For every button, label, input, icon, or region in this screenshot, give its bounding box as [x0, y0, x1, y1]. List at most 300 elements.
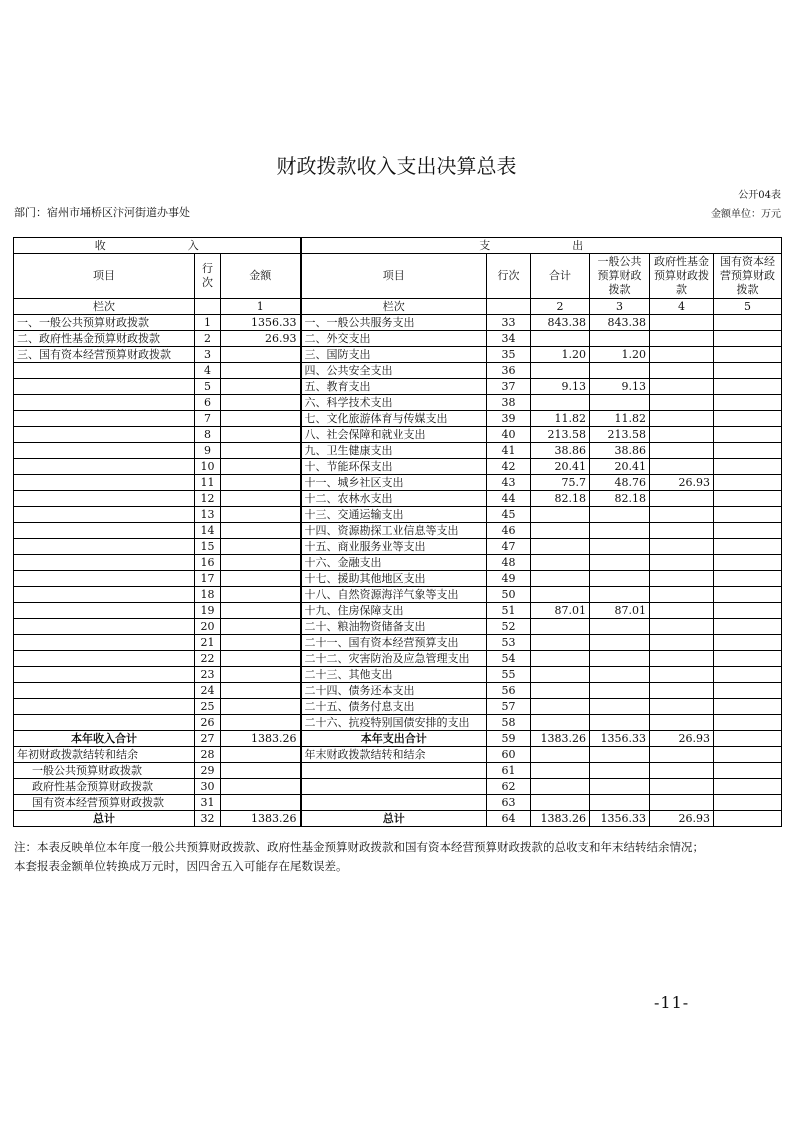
cell-general — [590, 587, 650, 603]
cell-ex-no: 56 — [487, 683, 531, 699]
table-row — [14, 779, 782, 795]
cell-in-item: 一般公共预算财政拨款 — [14, 763, 195, 779]
cell-ex-item: 总计 — [301, 811, 487, 827]
table-row — [14, 507, 782, 523]
cell-soe — [714, 603, 782, 619]
table-row — [14, 331, 782, 347]
income-row-no-header: 行次 — [195, 254, 221, 299]
cell-soe — [714, 507, 782, 523]
fund-budget-header: 政府性基金预算财政拨款 — [650, 254, 714, 299]
cell-ex-item: 本年支出合计 — [301, 731, 487, 747]
cell-general: 213.58 — [590, 427, 650, 443]
cell-general — [590, 699, 650, 715]
cell-in-no: 30 — [195, 779, 221, 795]
cell-fund — [650, 411, 714, 427]
cell-in-item — [14, 587, 195, 603]
soe-budget-header: 国有资本经营预算财政拨款 — [714, 254, 782, 299]
table-row — [14, 619, 782, 635]
cell-soe — [714, 571, 782, 587]
cell-ex-no: 46 — [487, 523, 531, 539]
cell-soe — [714, 667, 782, 683]
cell-fund — [650, 443, 714, 459]
cell-total: 38.86 — [531, 443, 590, 459]
cell-soe — [714, 315, 782, 331]
table-row — [14, 555, 782, 571]
cell-ex-no: 33 — [487, 315, 531, 331]
cell-soe — [714, 539, 782, 555]
cell-in-amt — [221, 587, 301, 603]
cell-ex-item — [301, 763, 487, 779]
table-row — [14, 635, 782, 651]
cell-total — [531, 651, 590, 667]
footnote — [14, 838, 784, 876]
cell-ex-item: 十五、商业服务业等支出 — [301, 539, 487, 555]
cell-ex-no: 59 — [487, 731, 531, 747]
cell-in-item — [14, 571, 195, 587]
cell-general — [590, 507, 650, 523]
cell-fund — [650, 763, 714, 779]
cell-general — [590, 635, 650, 651]
table-row — [14, 571, 782, 587]
cell-in-no: 19 — [195, 603, 221, 619]
income-lanci-label: 栏次 — [14, 299, 195, 315]
cell-total — [531, 539, 590, 555]
cell-fund — [650, 347, 714, 363]
cell-in-item — [14, 699, 195, 715]
cell-total — [531, 795, 590, 811]
expense-lanci-label: 栏次 — [301, 299, 487, 315]
cell-ex-no: 57 — [487, 699, 531, 715]
cell-ex-no: 41 — [487, 443, 531, 459]
cell-in-item — [14, 555, 195, 571]
form-code: 公开04表 — [738, 190, 781, 201]
cell-general — [590, 523, 650, 539]
cell-in-item — [14, 363, 195, 379]
cell-ex-item: 十二、农林水支出 — [301, 491, 487, 507]
cell-soe — [714, 811, 782, 827]
cell-in-no: 1 — [195, 315, 221, 331]
cell-ex-item: 十、节能环保支出 — [301, 459, 487, 475]
cell-in-item — [14, 475, 195, 491]
cell-in-no: 22 — [195, 651, 221, 667]
cell-ex-item: 十三、交通运输支出 — [301, 507, 487, 523]
cell-in-item — [14, 619, 195, 635]
cell-soe — [714, 331, 782, 347]
cell-ex-no: 63 — [487, 795, 531, 811]
cell-in-no: 7 — [195, 411, 221, 427]
cell-ex-item: 二十二、灾害防治及应急管理支出 — [301, 651, 487, 667]
cell-total — [531, 779, 590, 795]
cell-soe — [714, 379, 782, 395]
cell-ex-item: 二十五、债务付息支出 — [301, 699, 487, 715]
cell-fund — [650, 715, 714, 731]
cell-fund — [650, 587, 714, 603]
cell-ex-no: 58 — [487, 715, 531, 731]
cell-in-no: 8 — [195, 427, 221, 443]
cell-in-no: 25 — [195, 699, 221, 715]
cell-in-no: 24 — [195, 683, 221, 699]
general-budget-header: 一般公共预算财政拨款 — [590, 254, 650, 299]
cell-ex-item: 十四、资源勘探工业信息等支出 — [301, 523, 487, 539]
col-2-label: 2 — [531, 299, 590, 315]
cell-ex-no: 62 — [487, 779, 531, 795]
cell-soe — [714, 683, 782, 699]
cell-in-amt — [221, 683, 301, 699]
cell-soe — [714, 699, 782, 715]
cell-ex-no: 43 — [487, 475, 531, 491]
cell-in-no: 12 — [195, 491, 221, 507]
cell-in-amt — [221, 379, 301, 395]
cell-total: 82.18 — [531, 491, 590, 507]
page-title: 财政拨款收入支出决算总表 — [276, 154, 517, 178]
table-row — [14, 699, 782, 715]
cell-fund — [650, 427, 714, 443]
cell-fund — [650, 651, 714, 667]
col-1-label: 1 — [221, 299, 301, 315]
table-row — [14, 651, 782, 667]
cell-general — [590, 667, 650, 683]
cell-fund: 26.93 — [650, 731, 714, 747]
cell-in-no: 18 — [195, 587, 221, 603]
cell-ex-no: 47 — [487, 539, 531, 555]
cell-general: 843.38 — [590, 315, 650, 331]
cell-general — [590, 779, 650, 795]
cell-fund — [650, 571, 714, 587]
cell-ex-item: 八、社会保障和就业支出 — [301, 427, 487, 443]
cell-ex-no: 36 — [487, 363, 531, 379]
cell-ex-no: 37 — [487, 379, 531, 395]
cell-ex-item: 九、卫生健康支出 — [301, 443, 487, 459]
cell-total: 9.13 — [531, 379, 590, 395]
cell-total — [531, 635, 590, 651]
cell-in-item — [14, 379, 195, 395]
cell-in-item — [14, 539, 195, 555]
cell-soe — [714, 619, 782, 635]
table-row — [14, 315, 782, 331]
cell-ex-no: 61 — [487, 763, 531, 779]
cell-soe — [714, 523, 782, 539]
cell-in-item: 年初财政拨款结转和结余 — [14, 747, 195, 763]
cell-fund — [650, 507, 714, 523]
col-4-label: 4 — [650, 299, 714, 315]
cell-ex-item: 十六、金融支出 — [301, 555, 487, 571]
cell-fund — [650, 667, 714, 683]
cell-general: 1.20 — [590, 347, 650, 363]
cell-in-amt — [221, 443, 301, 459]
cell-ex-no: 53 — [487, 635, 531, 651]
cell-total — [531, 331, 590, 347]
cell-fund — [650, 795, 714, 811]
cell-in-item: 二、政府性基金预算财政拨款 — [14, 331, 195, 347]
income-item-header: 项目 — [14, 254, 195, 299]
cell-general: 20.41 — [590, 459, 650, 475]
cell-fund — [650, 395, 714, 411]
cell-ex-no: 45 — [487, 507, 531, 523]
cell-ex-item: 十八、自然资源海洋气象等支出 — [301, 587, 487, 603]
cell-total: 843.38 — [531, 315, 590, 331]
fiscal-summary-table — [13, 237, 782, 827]
cell-fund — [650, 331, 714, 347]
cell-soe — [714, 779, 782, 795]
cell-in-no: 11 — [195, 475, 221, 491]
expense-total-header: 合计 — [531, 254, 590, 299]
cell-soe — [714, 651, 782, 667]
cell-ex-item: 二、外交支出 — [301, 331, 487, 347]
cell-in-item — [14, 715, 195, 731]
cell-in-no: 6 — [195, 395, 221, 411]
cell-ex-no: 38 — [487, 395, 531, 411]
cell-in-no: 3 — [195, 347, 221, 363]
table-row — [14, 523, 782, 539]
cell-in-item — [14, 683, 195, 699]
cell-in-no: 31 — [195, 795, 221, 811]
cell-in-amt — [221, 507, 301, 523]
cell-ex-item: 十一、城乡社区支出 — [301, 475, 487, 491]
cell-ex-item: 二十、粮油物资储备支出 — [301, 619, 487, 635]
table-row — [14, 587, 782, 603]
cell-ex-no: 39 — [487, 411, 531, 427]
cell-in-no: 2 — [195, 331, 221, 347]
cell-fund — [650, 635, 714, 651]
cell-total: 87.01 — [531, 603, 590, 619]
cell-fund — [650, 555, 714, 571]
cell-in-amt — [221, 555, 301, 571]
cell-ex-item: 七、文化旅游体育与传媒支出 — [301, 411, 487, 427]
cell-in-item — [14, 411, 195, 427]
cell-ex-no: 44 — [487, 491, 531, 507]
cell-soe — [714, 795, 782, 811]
income-amount-header: 金额 — [221, 254, 301, 299]
cell-in-no: 17 — [195, 571, 221, 587]
cell-ex-item — [301, 795, 487, 811]
cell-general — [590, 331, 650, 347]
cell-general — [590, 539, 650, 555]
table-row — [14, 683, 782, 699]
table-row — [14, 411, 782, 427]
table-row — [14, 459, 782, 475]
cell-in-amt — [221, 427, 301, 443]
cell-in-no: 21 — [195, 635, 221, 651]
cell-in-item — [14, 491, 195, 507]
cell-in-item — [14, 427, 195, 443]
cell-in-no: 16 — [195, 555, 221, 571]
cell-fund — [650, 363, 714, 379]
cell-general — [590, 571, 650, 587]
table-row — [14, 475, 782, 491]
cell-soe — [714, 443, 782, 459]
cell-in-item: 一、一般公共预算财政拨款 — [14, 315, 195, 331]
cell-fund — [650, 683, 714, 699]
cell-soe — [714, 635, 782, 651]
income-section-header: 收 入 — [14, 238, 301, 254]
cell-ex-no: 52 — [487, 619, 531, 635]
expense-row-no-header: 行次 — [487, 254, 531, 299]
table-row — [14, 539, 782, 555]
cell-in-item — [14, 667, 195, 683]
cell-total: 1383.26 — [531, 731, 590, 747]
table-row — [14, 491, 782, 507]
cell-in-no: 20 — [195, 619, 221, 635]
cell-in-amt — [221, 347, 301, 363]
cell-ex-no: 49 — [487, 571, 531, 587]
cell-soe — [714, 731, 782, 747]
cell-total — [531, 619, 590, 635]
cell-general: 82.18 — [590, 491, 650, 507]
table-row — [14, 763, 782, 779]
cell-ex-no: 55 — [487, 667, 531, 683]
cell-in-item: 本年收入合计 — [14, 731, 195, 747]
cell-soe — [714, 715, 782, 731]
cell-soe — [714, 347, 782, 363]
cell-general: 48.76 — [590, 475, 650, 491]
cell-general: 1356.33 — [590, 811, 650, 827]
cell-in-amt — [221, 459, 301, 475]
cell-in-item: 国有资本经营预算财政拨款 — [14, 795, 195, 811]
table-row — [14, 603, 782, 619]
cell-total — [531, 395, 590, 411]
cell-ex-item: 三、国防支出 — [301, 347, 487, 363]
cell-in-amt — [221, 571, 301, 587]
cell-fund — [650, 699, 714, 715]
cell-general: 38.86 — [590, 443, 650, 459]
cell-ex-no: 54 — [487, 651, 531, 667]
cell-ex-no: 34 — [487, 331, 531, 347]
cell-total: 11.82 — [531, 411, 590, 427]
cell-soe — [714, 459, 782, 475]
table-row — [14, 667, 782, 683]
cell-total — [531, 763, 590, 779]
cell-general: 9.13 — [590, 379, 650, 395]
cell-fund: 26.93 — [650, 475, 714, 491]
cell-ex-item: 二十四、债务还本支出 — [301, 683, 487, 699]
cell-in-no: 23 — [195, 667, 221, 683]
cell-ex-no: 42 — [487, 459, 531, 475]
cell-in-item — [14, 507, 195, 523]
cell-fund — [650, 491, 714, 507]
cell-in-item — [14, 459, 195, 475]
cell-soe — [714, 555, 782, 571]
cell-total — [531, 747, 590, 763]
cell-ex-no: 60 — [487, 747, 531, 763]
cell-total — [531, 363, 590, 379]
cell-in-item — [14, 635, 195, 651]
cell-in-amt — [221, 651, 301, 667]
cell-in-amt: 26.93 — [221, 331, 301, 347]
cell-fund: 26.93 — [650, 811, 714, 827]
unit-label: 金额单位：万元 — [711, 209, 781, 220]
cell-fund — [650, 779, 714, 795]
cell-in-amt — [221, 395, 301, 411]
cell-in-item: 政府性基金预算财政拨款 — [14, 779, 195, 795]
cell-in-no: 29 — [195, 763, 221, 779]
cell-total — [531, 667, 590, 683]
cell-soe — [714, 395, 782, 411]
cell-fund — [650, 315, 714, 331]
cell-soe — [714, 427, 782, 443]
cell-ex-item: 十七、援助其他地区支出 — [301, 571, 487, 587]
cell-in-amt — [221, 635, 301, 651]
cell-in-amt — [221, 363, 301, 379]
col-3-label: 3 — [590, 299, 650, 315]
table-row — [14, 347, 782, 363]
table-row — [14, 715, 782, 731]
cell-general — [590, 651, 650, 667]
cell-fund — [650, 747, 714, 763]
cell-ex-item: 二十一、国有资本经营预算支出 — [301, 635, 487, 651]
cell-in-no: 13 — [195, 507, 221, 523]
table-row — [14, 363, 782, 379]
col-5-label: 5 — [714, 299, 782, 315]
cell-total — [531, 587, 590, 603]
cell-general — [590, 763, 650, 779]
cell-general: 1356.33 — [590, 731, 650, 747]
cell-total — [531, 699, 590, 715]
cell-fund — [650, 539, 714, 555]
cell-fund — [650, 459, 714, 475]
cell-in-amt: 1383.26 — [221, 811, 301, 827]
cell-soe — [714, 363, 782, 379]
cell-fund — [650, 523, 714, 539]
cell-total — [531, 571, 590, 587]
table-row — [14, 795, 782, 811]
cell-general — [590, 747, 650, 763]
cell-general — [590, 363, 650, 379]
cell-in-no: 27 — [195, 731, 221, 747]
cell-ex-item: 二十三、其他支出 — [301, 667, 487, 683]
cell-ex-item: 十九、住房保障支出 — [301, 603, 487, 619]
cell-soe — [714, 763, 782, 779]
cell-in-no: 5 — [195, 379, 221, 395]
cell-ex-no: 35 — [487, 347, 531, 363]
table-row — [14, 443, 782, 459]
cell-general — [590, 683, 650, 699]
page-number: -11- — [654, 993, 690, 1012]
cell-total: 213.58 — [531, 427, 590, 443]
footnote-line-2: 本套报表金额单位转换成万元时，因四舍五入可能存在尾数误差。 — [14, 859, 348, 873]
cell-ex-item: 五、教育支出 — [301, 379, 487, 395]
cell-total: 1.20 — [531, 347, 590, 363]
cell-fund — [650, 379, 714, 395]
cell-in-item: 总计 — [14, 811, 195, 827]
cell-in-amt — [221, 763, 301, 779]
cell-ex-item — [301, 779, 487, 795]
cell-in-amt — [221, 715, 301, 731]
expense-item-header: 项目 — [301, 254, 487, 299]
cell-total — [531, 507, 590, 523]
cell-fund — [650, 619, 714, 635]
cell-in-no: 10 — [195, 459, 221, 475]
cell-ex-no: 48 — [487, 555, 531, 571]
cell-ex-item: 年末财政拨款结转和结余 — [301, 747, 487, 763]
cell-in-amt — [221, 411, 301, 427]
cell-total: 75.7 — [531, 475, 590, 491]
cell-in-item — [14, 395, 195, 411]
cell-ex-no: 50 — [487, 587, 531, 603]
expense-section-header: 支 出 — [301, 238, 782, 254]
cell-total: 20.41 — [531, 459, 590, 475]
cell-total — [531, 683, 590, 699]
cell-in-amt — [221, 523, 301, 539]
cell-soe — [714, 411, 782, 427]
cell-general: 87.01 — [590, 603, 650, 619]
cell-in-item: 三、国有资本经营预算财政拨款 — [14, 347, 195, 363]
cell-fund — [650, 603, 714, 619]
cell-ex-no: 40 — [487, 427, 531, 443]
cell-general: 11.82 — [590, 411, 650, 427]
cell-soe — [714, 475, 782, 491]
cell-ex-item: 二十六、抗疫特别国债安排的支出 — [301, 715, 487, 731]
cell-total — [531, 523, 590, 539]
